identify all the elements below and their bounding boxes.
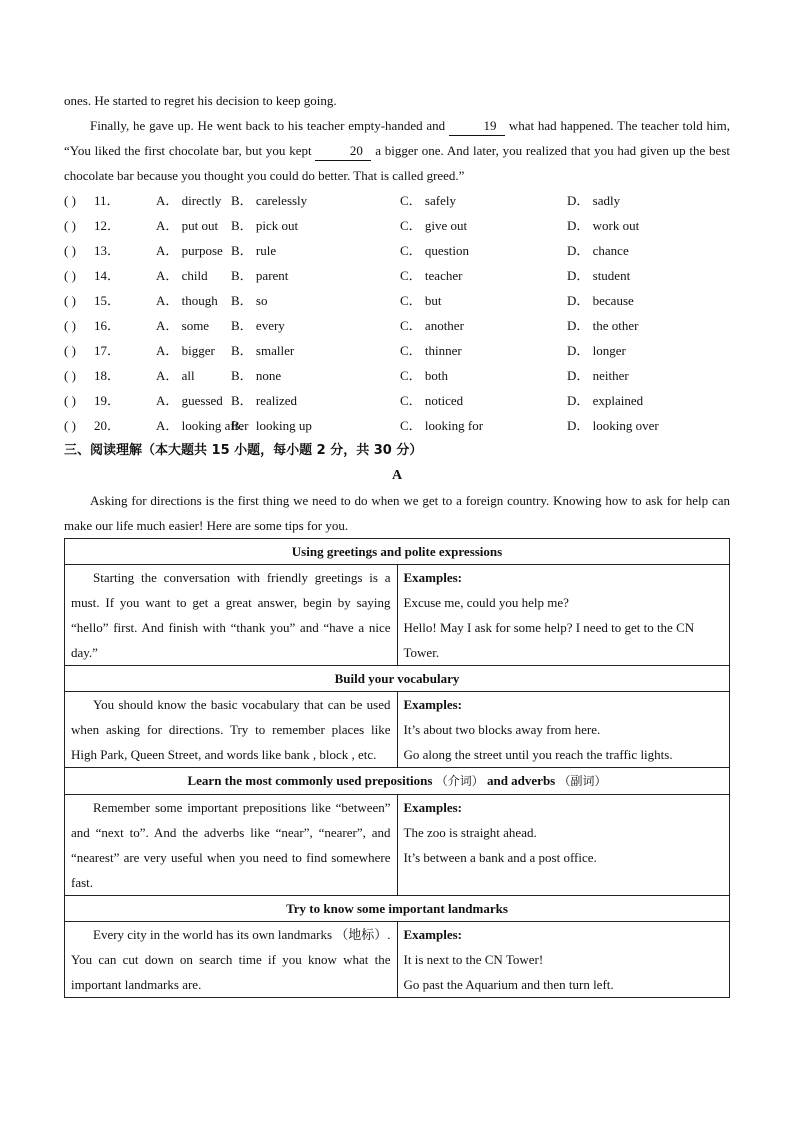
question-row [64,188,730,213]
table-row [65,922,730,998]
option-a: A． bigger [156,343,215,358]
option-d: D． the other [567,318,639,333]
option-a: A． purpose [156,243,223,258]
option-b: B． realized [231,393,298,408]
option-b: B． parent [231,268,289,283]
question-list [64,188,730,438]
option-c: C． looking for [400,418,484,433]
question-number: 16． [94,318,121,333]
question-row [64,388,730,413]
answer-parens: ( ) [64,218,76,233]
tip-examples [397,922,729,998]
option-d: D． because [567,293,634,308]
tip-description: You should know the basic vocabulary that can be used when asking for directions. Try to remember places like High Park, Queen Street, and words like bank , block , etc. [65,692,398,768]
question-row [64,213,730,238]
question-number: 18． [94,368,121,383]
option-b: B． none [231,368,282,383]
table-heading: Build your vocabulary [65,666,730,692]
example-line: Excuse me, could you help me? [403,595,569,610]
option-d: D． sadly [567,193,621,208]
examples-label: Examples: [403,570,463,585]
question-row [64,363,730,388]
question-number: 19． [94,393,121,408]
option-c: C． safely [400,193,456,208]
question-row [64,313,730,338]
option-d: D． neither [567,368,629,383]
option-c: C． thinner [400,343,462,358]
question-number: 11． [94,193,120,208]
question-row [64,288,730,313]
answer-parens: ( ) [64,318,76,333]
examples-label: Examples: [403,927,463,942]
option-c: C． noticed [400,393,464,408]
part-label: A [391,468,403,483]
option-d: D． chance [567,243,629,258]
option-a: A． looking after [156,418,249,433]
question-row [64,263,730,288]
table-row [65,565,730,666]
option-d: D． student [567,268,631,283]
section-title: 三、阅读理解（本大题共 15 小题，每小题 2 分，共 30 分） [64,443,423,458]
blank-19: 19 [449,117,505,136]
option-a: A． guessed [156,393,223,408]
example-line: The zoo is straight ahead. [403,825,537,840]
heading-text: and adverbs [486,773,556,788]
passage-text: a bigger one. And later, you realized that you had given up the best chocolate bar because you thought you could do better. That is called greed.” [64,143,731,183]
passage-text: what had happened. The teacher told him, “You liked the first chocolate bar, but you kept [64,118,731,158]
option-b: B． so [231,293,268,308]
option-c: C． give out [400,218,468,233]
table-header-row [65,896,730,922]
question-number: 20． [94,418,121,433]
heading-cn-note: （副词） [558,774,607,788]
table-row [65,692,730,768]
table-header-row [65,539,730,565]
option-b: B． carelessly [231,193,308,208]
question-row [64,238,730,263]
intro-paragraph: Asking for directions is the first thing we need to do when we get to a foreign country. Knowing how to ask for help can make our life much easier! Here are some tips for you. [64,493,730,533]
option-d: D． work out [567,218,640,233]
question-number: 13． [94,243,121,258]
option-a: A． all [156,368,195,383]
question-number: 15． [94,293,121,308]
table-heading: Using greetings and polite expressions [65,539,730,565]
example-line: It’s between a bank and a post office. [403,850,597,865]
question-number: 12． [94,218,121,233]
option-d: D． longer [567,343,626,358]
table-row [65,795,730,896]
tip-examples [397,795,729,896]
option-c: C． question [400,243,469,258]
example-line: It is next to the CN Tower! [403,952,544,967]
answer-parens: ( ) [64,418,76,433]
option-b: B． every [231,318,285,333]
option-c: C． both [400,368,449,383]
passage-paragraph [64,113,730,188]
table-heading [65,768,730,795]
table-header-row [65,768,730,795]
example-line: Go along the street until you reach the traffic lights. [403,747,673,762]
option-d: D． explained [567,393,644,408]
tip-examples [397,692,729,768]
option-a: A． directly [156,193,222,208]
examples-label: Examples: [403,800,463,815]
examples-label: Examples: [403,697,463,712]
example-line: Hello! May I ask for some help? I need to get to the CN Tower. [403,620,695,660]
answer-parens: ( ) [64,393,76,408]
option-b: B． looking up [231,418,312,433]
answer-parens: ( ) [64,243,76,258]
answer-parens: ( ) [64,293,76,308]
tip-description: Starting the conversation with friendly greetings is a must. If you want to get a great answer, begin by saying “hello” first. And finish with “thank you” and “have a nice day.” [65,565,398,666]
document-page [64,88,730,998]
tips-table [64,538,730,998]
table-header-row [65,666,730,692]
option-c: C． another [400,318,464,333]
option-a: A． child [156,268,208,283]
question-number: 14． [94,268,121,283]
question-row [64,413,730,438]
option-c: C． teacher [400,268,463,283]
tip-description: Remember some important prepositions like “between” and “next to”. And the adverbs like “near”, “nearer”, and “nearest” are very useful when you need to find somewhere fast. [65,795,398,896]
passage-line: ones. He started to regret his decision to keep going. [64,93,337,108]
answer-parens: ( ) [64,343,76,358]
option-c: C． but [400,293,442,308]
option-a: A． though [156,293,218,308]
option-b: B． smaller [231,343,295,358]
tip-description: Every city in the world has its own landmarks （地标）. You can cut down on search time if you know what the important landmarks are. [65,922,398,998]
passage-text: Finally, he gave up. He went back to his teacher empty-handed and [90,118,446,133]
example-line: Go past the Aquarium and then turn left. [403,977,614,992]
answer-parens: ( ) [64,368,76,383]
blank-20: 20 [315,142,371,161]
option-d: D． looking over [567,418,659,433]
option-b: B． rule [231,243,277,258]
question-number: 17． [94,343,121,358]
example-line: It’s about two blocks away from here. [403,722,601,737]
tip-examples [397,565,729,666]
heading-cn-note: （介词） [435,774,484,788]
table-heading: Try to know some important landmarks [65,896,730,922]
option-b: B． pick out [231,218,299,233]
option-a: A． put out [156,218,219,233]
heading-text: Learn the most commonly used prepositions [187,773,433,788]
answer-parens: ( ) [64,193,76,208]
option-a: A． some [156,318,210,333]
answer-parens: ( ) [64,268,76,283]
question-row [64,338,730,363]
